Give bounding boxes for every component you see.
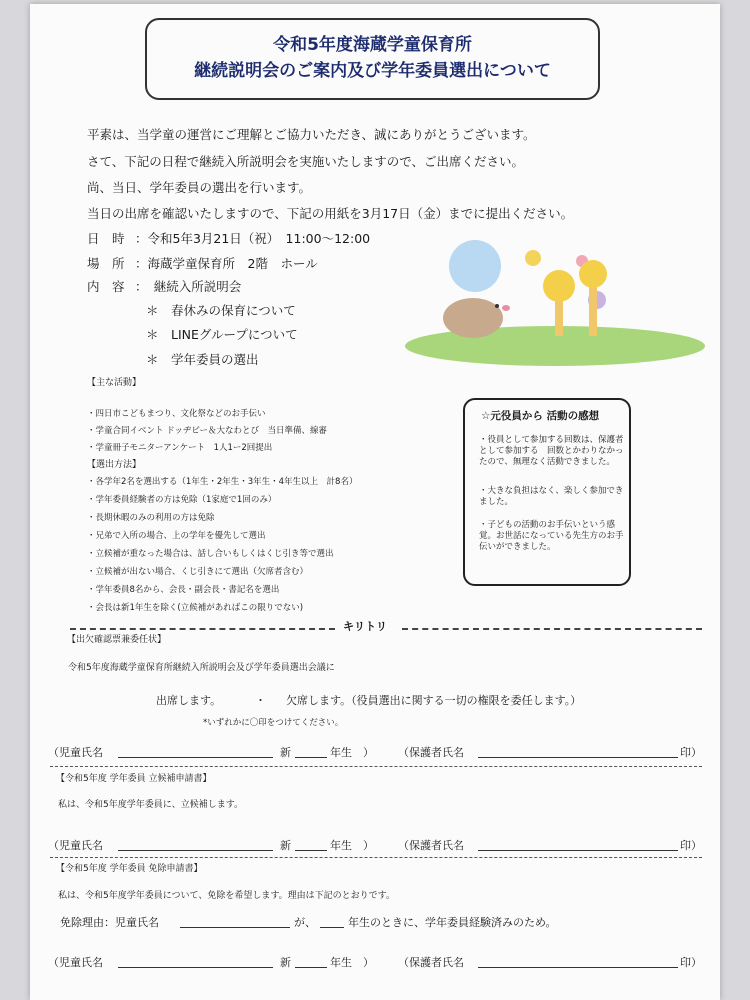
mole-eye [495,304,499,308]
sign3-seal: 印） [680,956,702,969]
selection-item: ・兄弟で入所の場合、上の学年を優先して選出 [87,531,266,541]
sign2-seal: 印） [680,839,702,852]
sign3-grade-label: 年生 ） [330,956,374,969]
feedback-item: ・大きな負担はなく、楽しく参加できました。 [479,486,624,507]
content-item: ＊ 学年委員の選出 [146,352,259,367]
sign1-seal: 印） [680,746,702,759]
sign3-guardian-field[interactable] [478,955,678,968]
feedback-item: ・役員として参加する回数は、保護者として参加する 回数とかわりなかったので、無理なく活動できました。 [479,435,624,467]
yellow-bubble [525,250,541,266]
date-label: 日 時 [87,231,125,246]
activity-item: ・学童合同イベント ドッヂビー＆大なわとび 当日準備、線審 [87,426,328,436]
feedback-box [463,398,631,586]
mole-nose [502,305,510,311]
sprout-face [579,260,607,288]
selection-item: ・学年委員8名から、会長・副会長・書記名を選出 [87,585,280,595]
form1-header: 【出欠確認票兼委任状】 [67,635,167,645]
mole-sprout-illustration [405,236,705,366]
form2-header: 【令和5年度 学年委員 立候補申請書】 [56,774,212,784]
selection-item: ・各学年2名を選出する（1年生・2年生・3年生・4年生以上 計8名） [87,477,358,487]
content-value: ： 継続入所説明会 [135,279,242,294]
form2-line: 私は、令和5年度学年委員に、立候補します。 [58,800,244,810]
sign1-grade-label: 年生 ） [330,746,374,759]
sign3-guardian-label: （保護者氏名 [398,956,464,969]
intro-line-4: 当日の出席を確認いたしますので、下記の用紙を3月17日（金）までに提出ください。 [87,206,574,221]
date-value: ：令和5年3月21日（祝） 11:00～12:00 [135,231,371,246]
intro-line-1: 平素は、当学童の運営にご理解とご協力いただき、誠にありがとうございます。 [87,127,536,142]
sign2-child-field[interactable] [118,838,273,851]
title-line-2: 継続説明会のご案内及び学年委員選出について [194,61,551,81]
sprout-stem [589,281,597,336]
sign2-grade-label: 年生 ） [330,839,374,852]
sign2-new-label: 新 [280,839,291,852]
feedback-item: ・子どもの活動のお手伝いという感覚。お世話になっている先生方のお手伝いができました。 [479,520,624,552]
sign1-new-label: 新 [280,746,291,759]
sign2-grade-field[interactable] [295,838,327,851]
form3-line: 私は、令和5年度学年委員について、免除を希望します。理由は下記のとおりです。 [58,891,395,901]
sign2-guardian-field[interactable] [478,838,678,851]
title-box [145,18,600,100]
absent-option[interactable]: 欠席します。（役員選出に関する一切の権限を委任します。） [286,694,582,707]
feedback-title: ☆元役員から 活動の感想 [481,410,600,422]
activities-header: 【主な活動】 [87,378,142,388]
option-separator: ・ [255,694,266,707]
document-page [30,4,720,1000]
cut-label: キリトリ [343,620,387,633]
activity-item: ・四日市こどもまつり、文化祭などのお手伝い [87,409,266,419]
place-value: ：海蔵学童保育所 2階 ホール [135,256,318,271]
form1-line: 令和5年度海蔵学童保育所継続入所説明会及び学年委員選出会議に [68,663,335,673]
sign1-guardian-field[interactable] [478,745,678,758]
selection-item: ・立候補が出ない場合、くじ引きにて選出（欠席者含む） [87,567,309,577]
blue-bubble [449,240,501,292]
sign3-new-label: 新 [280,956,291,969]
reason-text: 年生のときに、学年委員経験済みのため。 [348,916,557,929]
content-label: 内 容 [87,279,125,294]
selection-item: ・学年委員経験者の方は免除（1家庭で1回のみ） [87,495,277,505]
sign1-child-field[interactable] [118,745,273,758]
sign2-guardian-label: （保護者氏名 [398,839,464,852]
sign3-child-label: （児童氏名 [48,956,103,969]
divider [50,766,702,767]
selection-item: ・長期休暇のみの利用の方は免除 [87,513,215,523]
content-item: ＊ 春休みの保育について [146,303,296,318]
attend-option[interactable]: 出席します。 [156,694,222,707]
selection-item: ・立候補が重なった場合は、話し合いもしくはくじ引き等で選出 [87,549,334,559]
reason-grade-field[interactable] [320,915,344,928]
content-item: ＊ LINEグループについて [146,327,298,342]
form1-note: *いずれかに〇印をつけてください。 [203,718,344,728]
intro-line-2: さて、下記の日程で継続入所説明会を実施いたしますので、ご出席ください。 [87,154,525,169]
title-line-1: 令和5年度海蔵学童保育所 [273,35,472,55]
reason-child-field[interactable] [180,915,290,928]
sign2-child-label: （児童氏名 [48,839,103,852]
sign1-grade-field[interactable] [295,745,327,758]
selection-header: 【選出方法】 [87,460,142,470]
selection-item: ・会長は新1年生を除く(立候補があればこの限りでない) [87,603,304,613]
place-label: 場 所 [87,256,125,271]
sprout-face [543,270,575,302]
cut-line-left [70,628,335,630]
mole-body [443,298,503,338]
form3-header: 【令和5年度 学年委員 免除申請書】 [56,864,203,874]
intro-line-3: 尚、当日、学年委員の選出を行います。 [87,180,312,195]
activity-item: ・学童冊子モニターアンケート 1人1ー2回提出 [87,443,273,453]
reason-connector: が、 [294,916,316,929]
sign1-guardian-label: （保護者氏名 [398,746,464,759]
cut-line-right [402,628,702,630]
divider [50,857,702,858]
reason-label: 免除理由：児童氏名 [60,916,159,929]
sign3-grade-field[interactable] [295,955,327,968]
sign3-child-field[interactable] [118,955,273,968]
sign1-child-label: （児童氏名 [48,746,103,759]
